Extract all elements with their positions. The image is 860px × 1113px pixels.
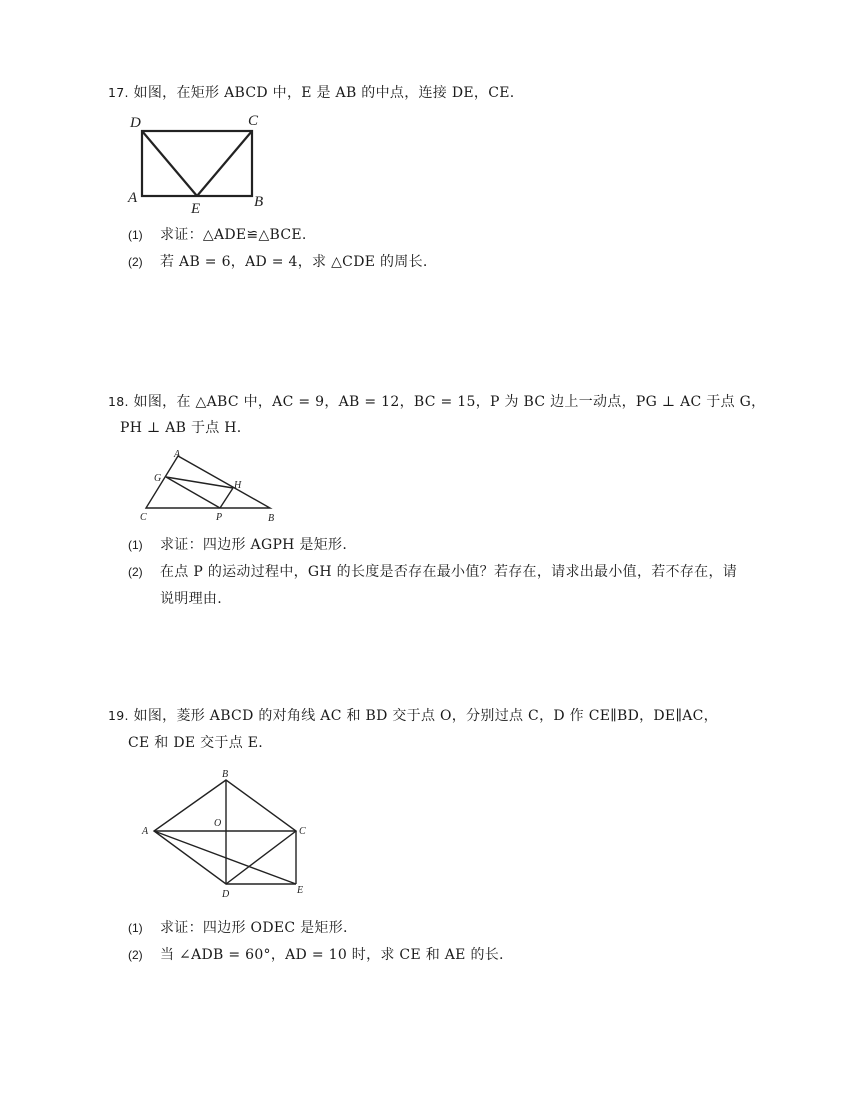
part-text: 在点 P 的运动过程中，GH 的长度是否存在最小值？若存在，请求出最小值，若不存在，请 [160,564,738,580]
problem-text: 如图，在矩形 ABCD 中，E 是 AB 的中点，连接 DE，CE. [133,85,515,101]
problem-18-part-2 [128,559,768,613]
label-c: C [140,512,147,523]
problem-19-stem-line2 [128,730,788,756]
part-text: 当 ∠ADB = 60°，AD = 10 时，求 CE 和 AE 的长. [160,947,504,963]
label-c: C [248,113,259,129]
problem-17-part-1 [128,222,768,249]
part-label: (2) [128,948,143,962]
problem-number: 17. [108,85,129,100]
problem-number: 19. [108,708,129,723]
label-b: B [254,194,264,210]
part-label: (2) [128,565,143,579]
label-a: A [174,449,181,460]
label-a: A [142,826,149,837]
problem-19-part-1 [128,915,768,942]
part-text-continued: 说明理由. [160,591,222,607]
label-g: G [154,473,162,484]
problem-text: PH ⊥ AB 于点 H. [120,420,242,436]
label-b: B [268,513,275,524]
figure-rhombus-abcd [136,764,316,908]
problem-text: 如图，菱形 ABCD 的对角线 AC 和 BD 交于点 O，分别过点 C，D 作 CE∥BD，DE∥AC， [133,708,718,724]
part-text: 求证：四边形 ODEC 是矩形. [160,920,348,936]
label-e: E [191,201,201,215]
part-text: 若 AB = 6，AD = 4，求 △CDE 的周长. [160,254,428,270]
part-text: 求证：四边形 AGPH 是矩形. [160,537,348,553]
label-h: H [234,480,242,491]
problem-19-stem [108,703,768,729]
problem-19-part-2 [128,942,768,969]
figure-rectangle-abcd [124,110,274,219]
label-o: O [214,818,222,829]
problem-18-stem-line2 [120,415,780,441]
problem-17-stem [108,80,768,106]
problem-17-part-2 [128,249,768,276]
problem-text: 如图，在 △ABC 中，AC = 9，AB = 12，BC = 15，P 为 BC 边上一动点，PG ⊥ AC 于点 G， [133,394,766,410]
problem-number: 18. [108,394,129,409]
label-d: D [130,115,141,131]
problem-18-stem [108,389,768,415]
problem-18-part-1 [128,532,768,559]
part-label: (1) [128,538,143,552]
label-e: E [297,885,304,896]
label-b: B [222,769,229,780]
part-label: (1) [128,228,143,242]
part-label: (1) [128,921,143,935]
label-p: P [216,512,223,523]
label-d: D [222,889,230,900]
problem-text: CE 和 DE 交于点 E. [128,735,264,751]
part-text: 求证：△ADE≌△BCE. [160,227,307,243]
part-label: (2) [128,255,143,269]
label-a: A [128,190,138,206]
figure-triangle-abc [136,448,286,532]
label-c: C [299,826,306,837]
